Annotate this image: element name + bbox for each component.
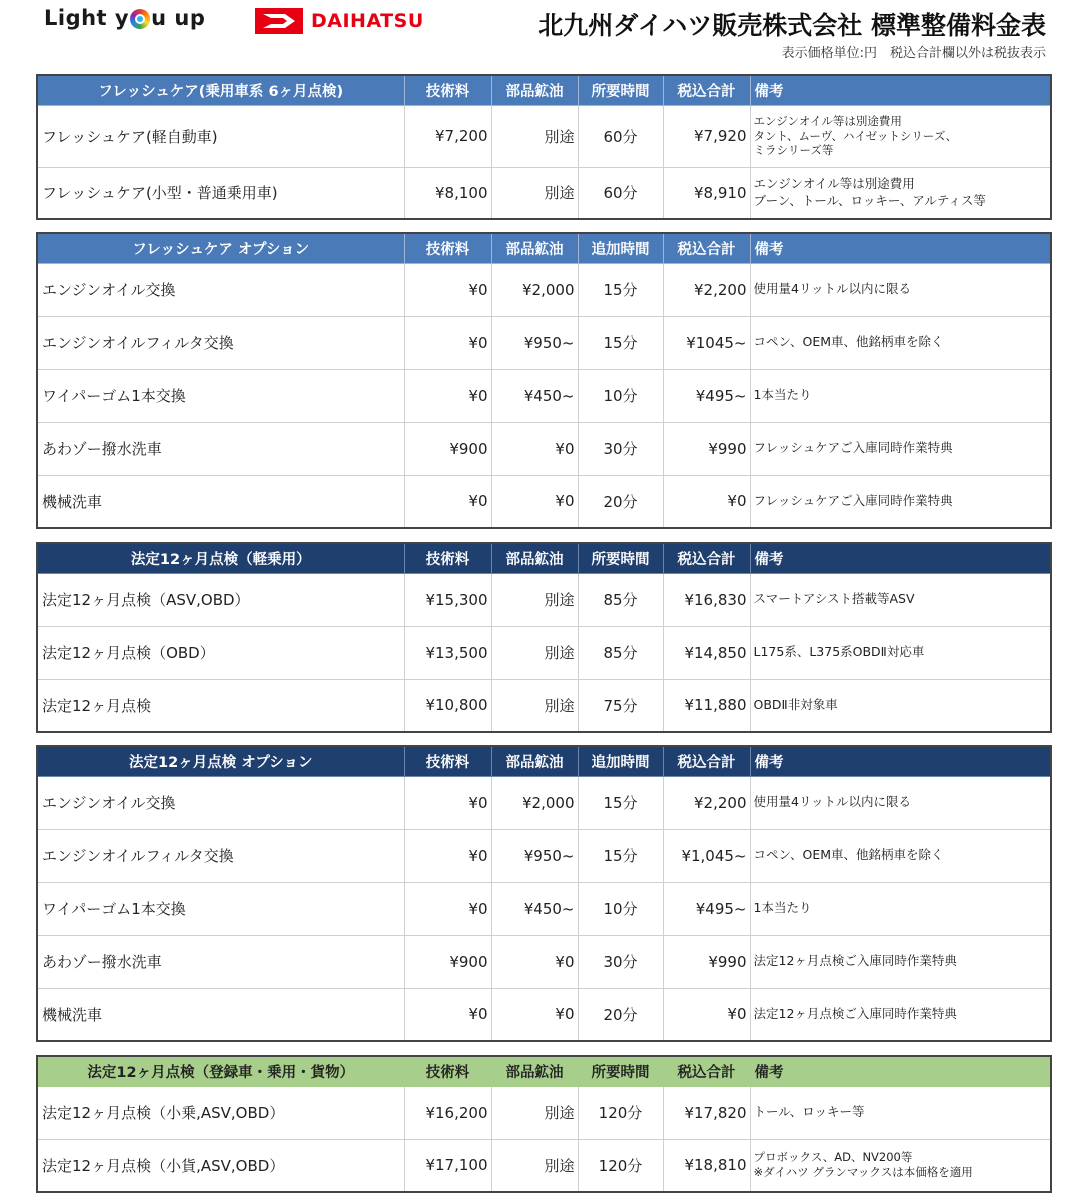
col-remarks: 備考 [750,543,1051,573]
table-header-row [37,1056,1051,1086]
row-total: ¥990 [663,422,750,475]
fresh-care-options-table [36,232,1052,529]
row-total: ¥11,880 [663,679,750,732]
row-parts: 別途 [491,167,578,219]
price-note: 表示価格単位:円 税込合計欄以外は税抜表示 [781,46,1046,61]
row-remarks: OBDⅡ非対象車 [750,679,1051,732]
daihatsu-logo [255,8,424,34]
row-name: 機械洗車 [37,475,404,528]
row-name: 法定12ヶ月点検（ASV,OBD） [37,573,404,626]
table-row [37,626,1051,679]
row-tech-fee: ¥13,500 [404,626,491,679]
remark-line: エンジンオイル等は別途費用 [753,175,915,191]
table-header-row [37,75,1051,105]
row-tech-fee: ¥8,100 [404,167,491,219]
row-time: 20分 [578,988,663,1041]
col-tech-fee: 技術料 [404,746,491,776]
row-remarks: コペン、OEM車、他銘柄車を除く [750,316,1051,369]
col-parts: 部品鉱油 [491,75,578,105]
col-time: 追加時間 [578,233,663,263]
table-header-row [37,543,1051,573]
row-remarks: 法定12ヶ月点検ご入庫同時作業特典 [750,935,1051,988]
row-total: ¥0 [663,988,750,1041]
col-parts: 部品鉱油 [491,233,578,263]
row-parts: ¥950~ [491,829,578,882]
col-total: 税込合計 [663,1056,750,1086]
row-total: ¥495~ [663,369,750,422]
row-tech-fee: ¥900 [404,422,491,475]
table-title: フレッシュケア オプション [37,233,404,263]
col-remarks: 備考 [750,746,1051,776]
slogan-suffix: u up [151,6,206,30]
row-name: エンジンオイルフィルタ交換 [37,829,404,882]
row-tech-fee: ¥0 [404,829,491,882]
row-tech-fee: ¥0 [404,316,491,369]
col-total: 税込合計 [663,543,750,573]
table-row [37,263,1051,316]
table-header-row [37,233,1051,263]
row-name: ワイパーゴム1本交換 [37,882,404,935]
row-tech-fee: ¥15,300 [404,573,491,626]
row-remarks: 1本当たり [750,369,1051,422]
row-parts: 別途 [491,573,578,626]
row-tech-fee: ¥0 [404,369,491,422]
row-tech-fee: ¥16,200 [404,1086,491,1139]
table-row [37,316,1051,369]
row-remarks: トール、ロッキー等 [750,1086,1051,1139]
col-remarks: 備考 [750,1056,1051,1086]
col-time: 所要時間 [578,75,663,105]
row-time: 15分 [578,263,663,316]
remark-line: ※ダイハツ グランマックスは本価格を適用 [753,1165,973,1180]
row-tech-fee: ¥10,800 [404,679,491,732]
row-time: 15分 [578,776,663,829]
table-row [37,1086,1051,1139]
row-name: あわゾー撥水洗車 [37,422,404,475]
row-total: ¥1,045~ [663,829,750,882]
row-parts: 別途 [491,1139,578,1192]
col-time: 所要時間 [578,543,663,573]
col-parts: 部品鉱油 [491,746,578,776]
row-tech-fee: ¥0 [404,263,491,316]
rainbow-ring-icon [130,9,150,29]
row-tech-fee: ¥0 [404,776,491,829]
row-total: ¥990 [663,935,750,988]
row-tech-fee: ¥0 [404,475,491,528]
row-remarks: フレッシュケアご入庫同時作業特典 [750,422,1051,475]
row-parts: ¥0 [491,988,578,1041]
row-total: ¥7,920 [663,105,750,167]
row-tech-fee: ¥7,200 [404,105,491,167]
row-name: エンジンオイルフィルタ交換 [37,316,404,369]
row-name: エンジンオイル交換 [37,776,404,829]
slogan-prefix: Light y [44,6,130,30]
col-total: 税込合計 [663,746,750,776]
col-remarks: 備考 [750,75,1051,105]
row-parts: ¥950~ [491,316,578,369]
remark-line: ブーン、トール、ロッキー、アルティス等 [753,192,986,208]
row-remarks: スマートアシスト搭載等ASV [750,573,1051,626]
row-total: ¥18,810 [663,1139,750,1192]
row-parts: ¥0 [491,422,578,475]
remark-line: タント、ムーヴ、ハイゼットシリーズ、 [753,128,958,143]
row-name: エンジンオイル交換 [37,263,404,316]
row-parts: ¥0 [491,475,578,528]
row-remarks [750,105,1051,167]
col-parts: 部品鉱油 [491,543,578,573]
table-title: 法定12ヶ月点検 オプション [37,746,404,776]
row-name: 機械洗車 [37,988,404,1041]
row-tech-fee: ¥0 [404,882,491,935]
table-row [37,573,1051,626]
row-total: ¥17,820 [663,1086,750,1139]
table-row [37,369,1051,422]
table-row [37,475,1051,528]
row-tech-fee: ¥900 [404,935,491,988]
col-total: 税込合計 [663,75,750,105]
row-total: ¥8,910 [663,167,750,219]
table-title: 法定12ヶ月点検（軽乗用） [37,543,404,573]
fresh-care-table [36,74,1052,220]
table-row [37,679,1051,732]
col-tech-fee: 技術料 [404,233,491,263]
row-time: 60分 [578,167,663,219]
table-row [37,935,1051,988]
table-row [37,988,1051,1041]
col-parts: 部品鉱油 [491,1056,578,1086]
row-remarks: 1本当たり [750,882,1051,935]
row-parts: 別途 [491,679,578,732]
table-header-row [37,746,1051,776]
row-remarks: コペン、OEM車、他銘柄車を除く [750,829,1051,882]
table-row [37,776,1051,829]
row-parts: 別途 [491,626,578,679]
row-time: 120分 [578,1086,663,1139]
row-time: 85分 [578,626,663,679]
row-time: 15分 [578,316,663,369]
row-remarks: 使用量4リットル以内に限る [750,263,1051,316]
row-time: 60分 [578,105,663,167]
row-name: 法定12ヶ月点検（OBD） [37,626,404,679]
row-time: 15分 [578,829,663,882]
remark-line: エンジンオイル等は別途費用 [753,113,902,128]
row-tech-fee: ¥0 [404,988,491,1041]
row-total: ¥2,200 [663,776,750,829]
table-row [37,829,1051,882]
legal-12-month-registered-table [36,1055,1052,1193]
col-time: 追加時間 [578,746,663,776]
row-total: ¥2,200 [663,263,750,316]
row-parts: ¥2,000 [491,263,578,316]
daihatsu-emblem-icon [255,8,303,34]
row-name: ワイパーゴム1本交換 [37,369,404,422]
row-name: 法定12ヶ月点検（小貨,ASV,OBD） [37,1139,404,1192]
legal-12-month-kei-table [36,542,1052,733]
row-name: 法定12ヶ月点検（小乗,ASV,OBD） [37,1086,404,1139]
row-total: ¥1045~ [663,316,750,369]
row-parts: ¥450~ [491,882,578,935]
col-tech-fee: 技術料 [404,543,491,573]
row-time: 10分 [578,369,663,422]
row-remarks: L175系、L375系OBDⅡ対応車 [750,626,1051,679]
row-time: 10分 [578,882,663,935]
col-tech-fee: 技術料 [404,75,491,105]
table-row [37,882,1051,935]
row-total: ¥495~ [663,882,750,935]
row-parts: 別途 [491,105,578,167]
remark-line: プロボックス、AD、NV200等 [753,1150,913,1165]
row-remarks: 使用量4リットル以内に限る [750,776,1051,829]
page-header [0,0,1086,70]
row-parts: 別途 [491,1086,578,1139]
row-time: 75分 [578,679,663,732]
row-name: フレッシュケア(軽自動車) [37,105,404,167]
page-title: 北九州ダイハツ販売株式会社 標準整備料金表 [538,11,1046,40]
legal-12-month-options-table [36,745,1052,1042]
table-row [37,1139,1051,1192]
table-row [37,422,1051,475]
table-title: フレッシュケア(乗用車系 6ヶ月点検) [37,75,404,105]
maker-name: DAIHATSU [311,10,424,32]
light-you-up-logo [44,6,205,30]
row-name: フレッシュケア(小型・普通乗用車) [37,167,404,219]
row-tech-fee: ¥17,100 [404,1139,491,1192]
row-time: 30分 [578,935,663,988]
row-parts: ¥0 [491,935,578,988]
row-name: あわゾー撥水洗車 [37,935,404,988]
row-parts: ¥2,000 [491,776,578,829]
row-parts: ¥450~ [491,369,578,422]
row-remarks: 法定12ヶ月点検ご入庫同時作業特典 [750,988,1051,1041]
col-remarks: 備考 [750,233,1051,263]
row-time: 30分 [578,422,663,475]
row-remarks: フレッシュケアご入庫同時作業特典 [750,475,1051,528]
table-row [37,105,1051,167]
row-remarks [750,1139,1051,1192]
row-total: ¥16,830 [663,573,750,626]
row-total: ¥0 [663,475,750,528]
row-time: 20分 [578,475,663,528]
row-time: 120分 [578,1139,663,1192]
table-row [37,167,1051,219]
row-time: 85分 [578,573,663,626]
remark-line: ミラシリーズ等 [753,143,834,158]
col-time: 所要時間 [578,1056,663,1086]
row-name: 法定12ヶ月点検 [37,679,404,732]
row-remarks [750,167,1051,219]
row-total: ¥14,850 [663,626,750,679]
table-title: 法定12ヶ月点検（登録車・乗用・貨物） [37,1056,404,1086]
col-tech-fee: 技術料 [404,1056,491,1086]
col-total: 税込合計 [663,233,750,263]
